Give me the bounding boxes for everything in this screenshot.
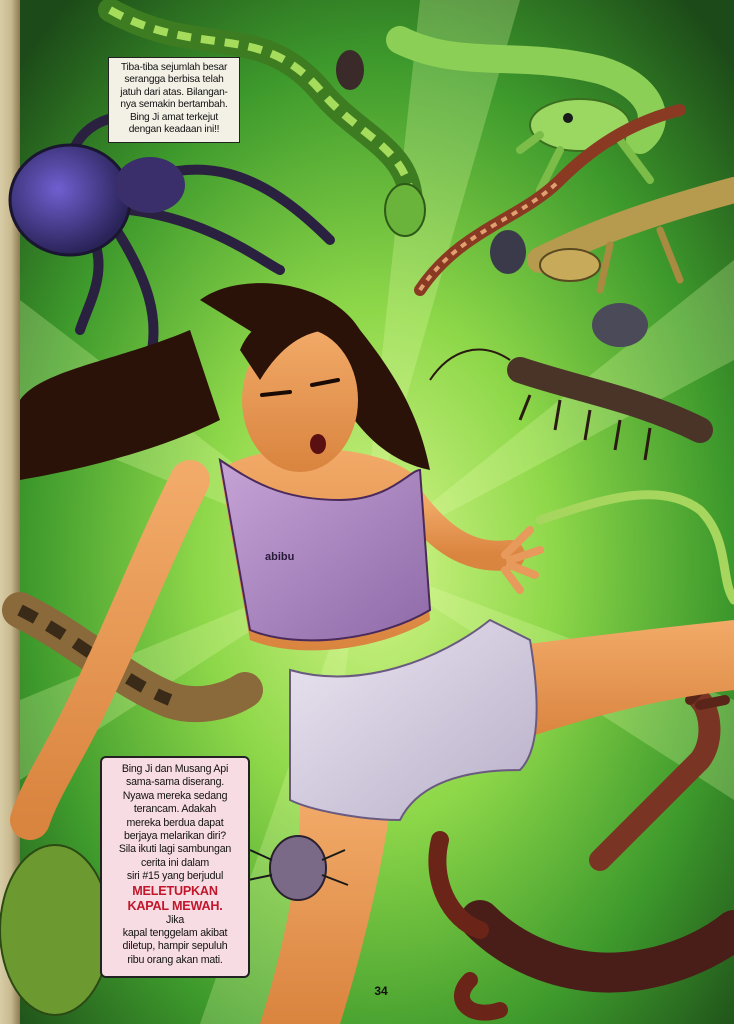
caption-line: terancam. Adakah <box>133 803 217 816</box>
caption-line: jatuh dari atas. Bilangan- <box>120 86 228 98</box>
caption-line: dengan keadaan ini!! <box>128 124 220 136</box>
beetle <box>490 230 526 274</box>
caption-line: siri #15 yang berjudul <box>126 870 224 883</box>
series-title-highlight: MELETUPKAN <box>132 883 218 898</box>
caption-line: Nyawa mereka sedang <box>122 789 228 802</box>
caption-line: ribu orang akan mati. <box>127 953 223 966</box>
narration-caption-bottom <box>100 756 250 978</box>
caption-line: mereka berdua dapat <box>126 816 224 829</box>
beetle <box>592 303 648 347</box>
caption-line: diletup, hampir sepuluh <box>122 940 228 953</box>
caption-line: Jika <box>165 913 185 926</box>
caption-line: Bing Ji amat terkejut <box>129 111 219 123</box>
caption-line: Bing Ji dan Musang Api <box>121 763 229 775</box>
caption-line: cerita ini dalam <box>140 856 210 869</box>
pill-bug <box>270 836 326 900</box>
page-number: 34 <box>374 984 388 998</box>
series-title-highlight: KAPAL MEWAH. <box>127 898 223 913</box>
narration-caption-top <box>108 57 240 143</box>
caption-line: sama-sama diserang. <box>125 776 225 789</box>
lizard-scales <box>0 845 110 1015</box>
caption-line: nya semakin bertambah. <box>120 99 228 111</box>
scorpion-small <box>336 50 364 90</box>
caption-line: serangga berbisa telah <box>124 74 224 86</box>
mouth <box>310 434 326 454</box>
caption-line: berjaya melarikan diri? <box>124 830 226 843</box>
caption-line: kapal tenggelam akibat <box>122 927 228 940</box>
caption-line: Tiba-tiba sejumlah besar <box>120 62 228 73</box>
shirt-print: abibu <box>265 551 295 563</box>
caption-line: Sila ikuti lagi sambungan <box>118 843 232 856</box>
